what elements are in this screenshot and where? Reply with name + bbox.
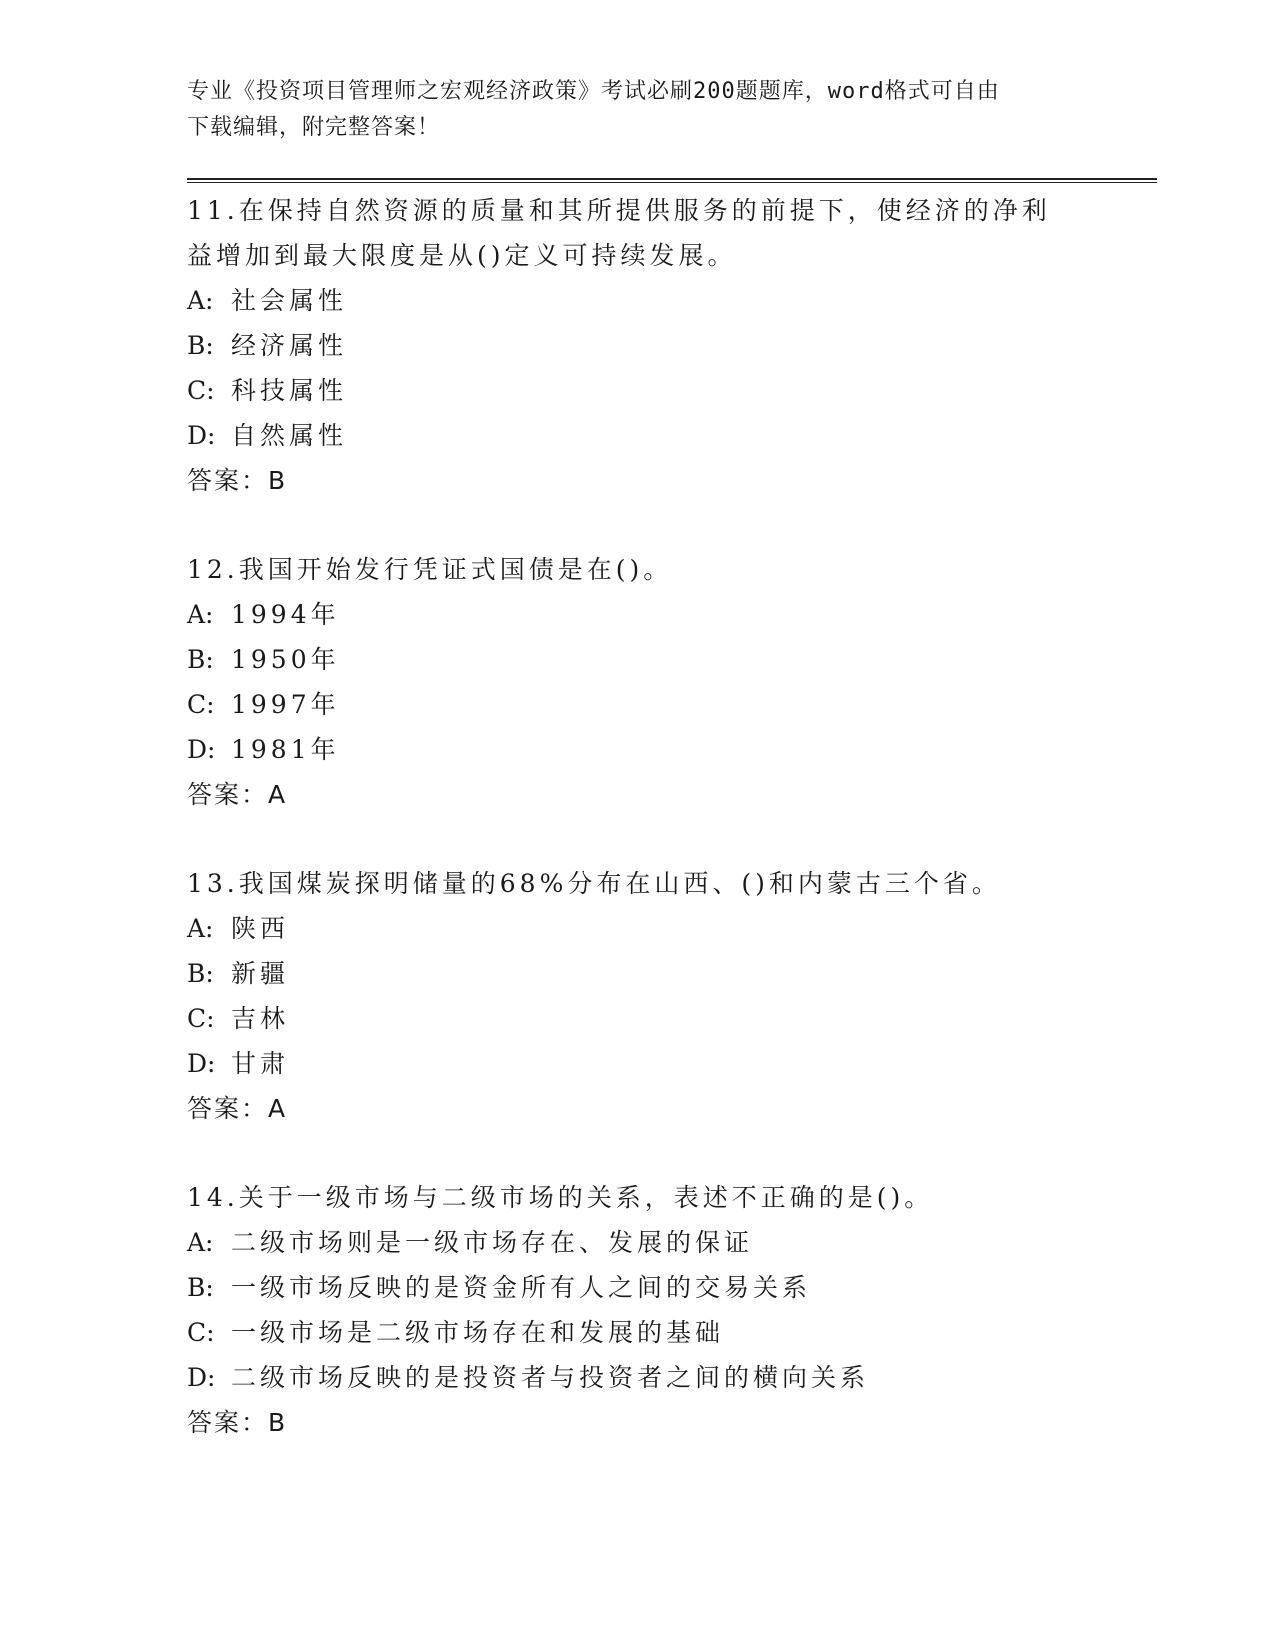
option-b xyxy=(187,951,1157,996)
option-key: D: xyxy=(187,421,216,450)
option-c xyxy=(187,682,1157,727)
question-text: 12.我国开始发行凭证式国债是在()。 xyxy=(187,555,673,584)
header-line-1: 专业《投资项目管理师之宏观经济政策》考试必刷200题题库，word格式可自由 xyxy=(187,79,1000,104)
answer-text: 答案：A xyxy=(187,1094,288,1123)
option-text: 科技属性 xyxy=(231,376,348,405)
option-a xyxy=(187,278,1157,323)
option-text: 二级市场则是一级市场存在、发展的保证 xyxy=(231,1228,754,1257)
option-key: A: xyxy=(187,600,214,629)
document-header xyxy=(187,74,1067,146)
option-c xyxy=(187,1310,1157,1355)
option-text: 一级市场反映的是资金所有人之间的交易关系 xyxy=(231,1273,812,1302)
answer-text: 答案：A xyxy=(187,780,288,809)
option-text: 1994年 xyxy=(231,600,340,629)
option-key: D: xyxy=(187,735,216,764)
question-text: 13.我国煤炭探明储量的68%分布在山西、()和内蒙古三个省。 xyxy=(187,869,1001,898)
option-a xyxy=(187,906,1157,951)
option-key: C: xyxy=(187,690,215,719)
option-key: D: xyxy=(187,1363,216,1392)
option-text: 二级市场反映的是投资者与投资者之间的横向关系 xyxy=(231,1363,870,1392)
option-c xyxy=(187,996,1157,1041)
option-d xyxy=(187,727,1157,772)
option-text: 1981年 xyxy=(231,735,340,764)
header-divider xyxy=(187,178,1157,183)
option-key: C: xyxy=(187,1318,215,1347)
header-line-2: 下载编辑，附完整答案！ xyxy=(187,115,441,140)
document-page xyxy=(187,0,1157,1650)
option-key: A: xyxy=(187,914,214,943)
option-text: 经济属性 xyxy=(231,331,348,360)
question-11 xyxy=(187,188,1157,503)
option-key: B: xyxy=(187,1273,214,1302)
option-text: 社会属性 xyxy=(231,286,348,315)
option-b xyxy=(187,637,1157,682)
option-a xyxy=(187,1220,1157,1265)
question-13 xyxy=(187,861,1157,1131)
option-c xyxy=(187,368,1157,413)
option-text: 一级市场是二级市场存在和发展的基础 xyxy=(231,1318,725,1347)
option-text: 新疆 xyxy=(231,959,290,988)
option-key: B: xyxy=(187,645,214,674)
question-text: 11.在保持自然资源的质量和其所提供服务的前提下，使经济的净利益增加到最大限度是从()定义可持续发展。 xyxy=(187,196,1051,270)
option-key: B: xyxy=(187,331,214,360)
option-key: D: xyxy=(187,1049,216,1078)
option-key: B: xyxy=(187,959,214,988)
answer-text: 答案：B xyxy=(187,1408,288,1437)
question-14 xyxy=(187,1175,1157,1445)
option-text: 1997年 xyxy=(231,690,340,719)
option-b xyxy=(187,1265,1157,1310)
option-text: 自然属性 xyxy=(231,421,348,450)
option-a xyxy=(187,592,1157,637)
option-text: 吉林 xyxy=(231,1004,290,1033)
question-12 xyxy=(187,547,1157,817)
option-key: C: xyxy=(187,1004,215,1033)
option-d xyxy=(187,413,1157,458)
option-d xyxy=(187,1041,1157,1086)
option-key: A: xyxy=(187,286,214,315)
option-b xyxy=(187,323,1157,368)
option-text: 1950年 xyxy=(231,645,340,674)
question-text: 14.关于一级市场与二级市场的关系，表述不正确的是()。 xyxy=(187,1183,934,1212)
option-text: 陕西 xyxy=(231,914,290,943)
option-d xyxy=(187,1355,1157,1400)
option-key: C: xyxy=(187,376,215,405)
option-key: A: xyxy=(187,1228,214,1257)
answer-text: 答案：B xyxy=(187,466,288,495)
option-text: 甘肃 xyxy=(231,1049,290,1078)
question-list xyxy=(187,188,1157,1445)
